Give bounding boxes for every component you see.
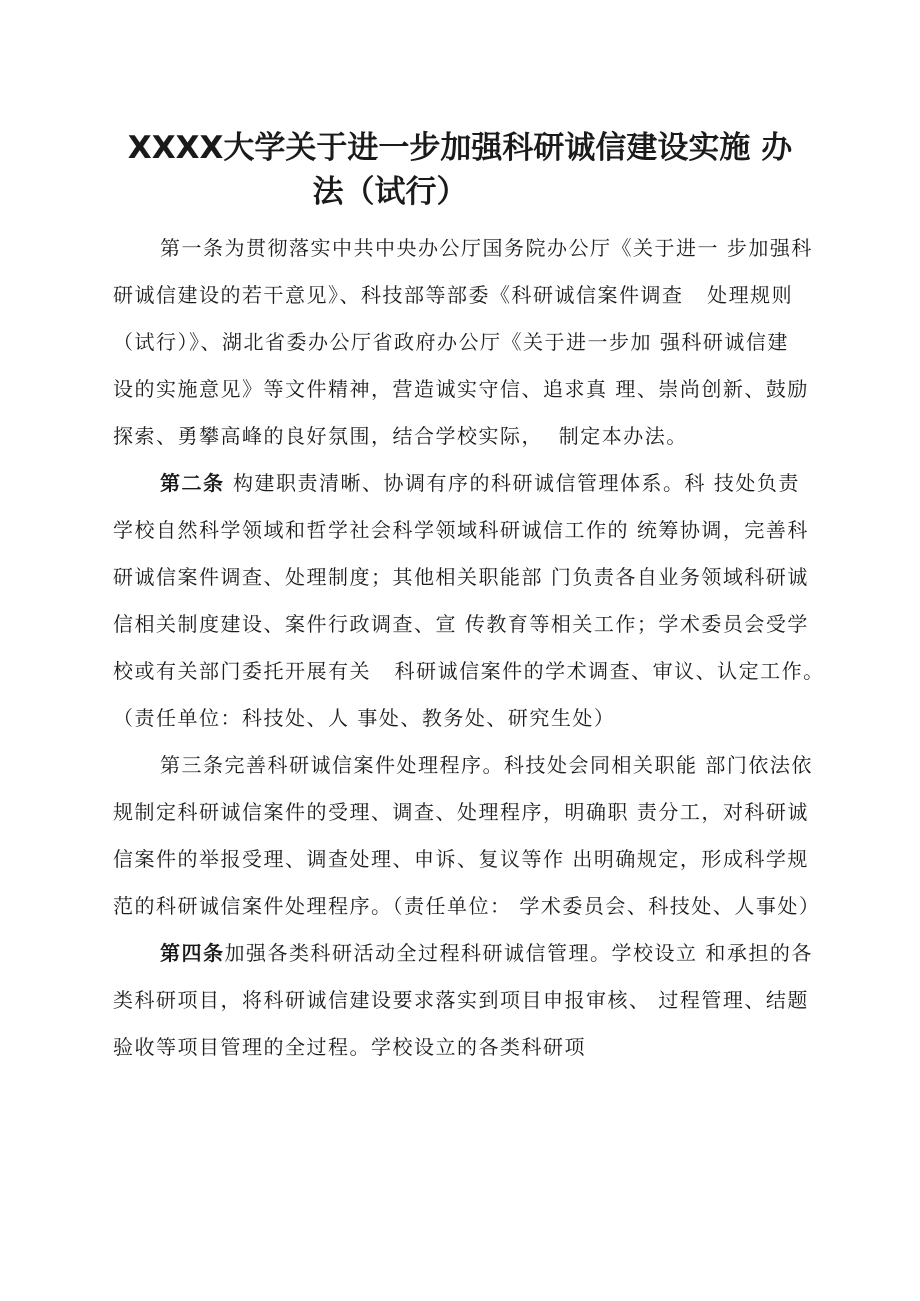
body-line: 类科研项目，将科研诚信建设要求落实到项目申报审核、 过程管理、结题	[113, 988, 809, 1012]
body-line: 信案件的举报受理、调查处理、申诉、复议等作 出明确规定，形成科学规	[113, 847, 809, 871]
article-4-label: 第四条	[160, 941, 225, 965]
body-line: 校或有关部门委托开展有关 科研诚信案件的学术调查、审议、认定工作。	[113, 659, 825, 683]
document-title-line-1: XXXX大学关于进一步加强科研诚信建设实施 办	[127, 130, 793, 166]
article-2-first-line	[160, 468, 800, 498]
article-4-first-line	[160, 938, 813, 968]
body-line: 范的科研诚信案件处理程序。（责任单位： 学术委员会、科技处、人事处）	[113, 894, 821, 918]
body-line: 加强各类科研活动全过程科研诚信管理。学校设立 和承担的各	[224, 941, 813, 965]
body-line: 探索、勇攀高峰的良好氛围，结合学校实际， 制定本办法。	[113, 424, 688, 448]
body-line: 第三条完善科研诚信案件处理程序。科技处会同相关职能 部门依法依	[160, 753, 813, 777]
document-title-line-2: 法（试行）	[312, 174, 468, 210]
body-line: （试行）》、湖北省委办公厅省政府办公厅《关于进一步加 强科研诚信建	[113, 330, 789, 354]
body-line: 研诚信建设的若干意见》、科技部等部委《科研诚信案件调查 处理规则	[113, 283, 794, 307]
body-line: 验收等项目管理的全过程。学校设立的各类科研项	[113, 1035, 586, 1059]
body-line: 第一条为贯彻落实中共中央办公厅国务院办公厅《关于进一 步加强科	[160, 236, 813, 260]
body-line: （责任单位：科技处、人 事处、教务处、研究生处）	[113, 706, 616, 730]
body-line: 设的实施意见》等文件精神，营造诚实守信、追求真 理、崇尚创新、鼓励	[113, 377, 809, 401]
article-2-label: 第二条	[160, 471, 233, 495]
body-line: 学校自然科学领域和哲学社会科学领域科研诚信工作的 统筹协调，完善科	[113, 518, 809, 542]
body-line: 规制定科研诚信案件的受理、调查、处理程序，明确职 责分工，对科研诚	[113, 800, 809, 824]
body-line: 研诚信案件调查、处理制度；其他相关职能部 门负责各自业务领域科研诚	[113, 565, 809, 589]
body-line: 信相关制度建设、案件行政调查、宣 传教育等相关工作；学术委员会受学	[113, 612, 809, 636]
body-line: 构建职责清晰、协调有序的科研诚信管理体系。科 技处负责	[232, 471, 800, 495]
